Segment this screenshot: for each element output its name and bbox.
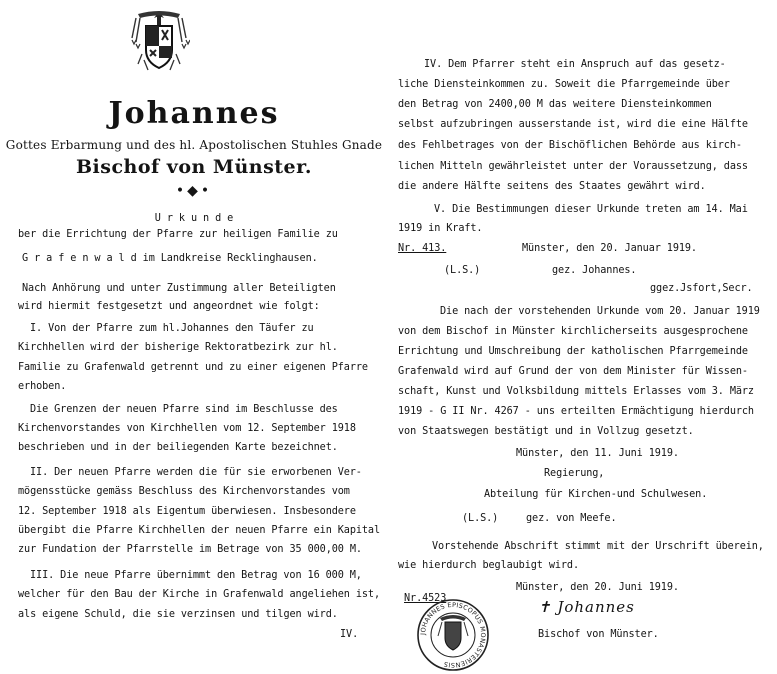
page-continuation-marker: IV. (340, 629, 359, 640)
locus-sigilli: (L.S.) (462, 513, 499, 524)
body-line: zur Fundation der Pfarrstelle im Betrage von 35 000,00 M. (18, 544, 362, 555)
body-line: übergibt die Pfarre Kirchhellen der neuen Pfarre ein Kapital (18, 525, 381, 536)
bishop-subtitle: Gottes Erbarmung und des hl. Apostolischen Stuhles Gnade (5, 138, 383, 152)
body-line: von Staatswegen bestätigt und in Vollzug gesetzt. (398, 426, 694, 437)
body-line: den Betrag von 2400,00 M das weitere Diensteinkommen (398, 99, 712, 110)
body-line: wird hiermit festgesetzt und angeordnet wie folgt: (18, 301, 320, 312)
document-number: Nr. 413. (398, 243, 447, 254)
body-line: Familie zu Grafenwald getrennt und zu einer eigenen Pfarre (18, 362, 368, 373)
coat-of-arms-icon (128, 10, 190, 72)
certification-line: wie hierdurch beglaubigt wird. (398, 560, 580, 571)
body-line: von dem Bischof in Münster kirchlicherseits ausgesprochene (398, 326, 748, 337)
secretary-signature: ggez.Jsfort,Secr. (650, 283, 753, 294)
ornament-divider: •◆• (175, 183, 213, 199)
body-line: des Fehlbetrages von der Bischöflichen Behörde aus kirch- (398, 140, 742, 151)
intro-line-1: ber die Errichtung der Pfarre zur heiligen Familie zu (18, 229, 338, 240)
right-column (388, 0, 777, 674)
date-line: Münster, den 20. Januar 1919. (522, 243, 697, 254)
body-line: selbst aufzubringen ausserstande ist, wird die eine Hälfte (398, 119, 748, 130)
body-line: die andere Hälfte seitens des Staates gewährt wird. (398, 181, 706, 192)
body-line: IV. Dem Pfarrer steht ein Anspruch auf das gesetz- (424, 59, 726, 70)
document-heading: U r k u n d e (154, 213, 234, 224)
certification-line: Vorstehende Abschrift stimmt mit der Urschrift überein, (432, 541, 764, 552)
left-column (0, 0, 388, 674)
signed-by: gez. von Meefe. (526, 513, 617, 524)
body-line: als eigene Schuld, die sie verzinsen und tilgen wird. (18, 609, 338, 620)
body-line: schaft, Kunst und Volksbildung mittels Erlasses vom 3. März (398, 386, 754, 397)
body-line: beschrieben und in der beiliegenden Karte bezeichnet. (18, 442, 338, 453)
document-number: Nr.4523 (404, 593, 447, 604)
body-line: welcher für den Bau der Kirche in Grafenwald angeliehen ist, (18, 589, 381, 600)
bishop-title: Bischof von Münster. (75, 156, 313, 178)
bishop-name-heading: Johannes (108, 96, 280, 131)
body-line: liche Diensteinkommen zu. Soweit die Pfarrgemeinde über (398, 79, 730, 90)
body-line: mögensstücke gemäss Beschluss des Kirchenvorstandes vom (18, 486, 350, 497)
authority-name: Regierung, (544, 468, 605, 479)
body-line: Kirchhellen wird der bisherige Rektoratbezirk zur hl. (18, 342, 338, 353)
body-line: V. Die Bestimmungen dieser Urkunde treten am 14. Mai (434, 204, 748, 215)
body-line: 1919 - G II Nr. 4267 - uns erteilten Ermächtigung hierdurch (398, 406, 754, 417)
seal-text: JOHANNES EPISCOPUS MONASTERIENSIS (418, 600, 488, 670)
body-line: Kirchenvorstandes von Kirchhellen vom 12. September 1918 (18, 423, 356, 434)
handwritten-signature: ✝ Johannes (538, 598, 635, 616)
signed-by: gez. Johannes. (552, 265, 637, 276)
date-line: Münster, den 20. Juni 1919. (516, 582, 679, 593)
body-line: 1919 in Kraft. (398, 223, 483, 234)
bishop-signature-line: Bischof von Münster. (538, 629, 659, 640)
body-line: Die Grenzen der neuen Pfarre sind im Beschlusse des (30, 404, 338, 415)
body-line: Grafenwald wird auf Grund der von dem Minister für Wissen- (398, 366, 748, 377)
body-line: I. Von der Pfarre zum hl.Johannes den Täufer zu (30, 323, 314, 334)
episcopal-seal-icon (416, 598, 490, 672)
locus-sigilli: (L.S.) (444, 265, 481, 276)
body-line: Errichtung und Umschreibung der katholischen Pfarrgemeinde (398, 346, 748, 357)
department-name: Abteilung für Kirchen-und Schulwesen. (484, 489, 708, 500)
body-line: II. Der neuen Pfarre werden die für sie erworbenen Ver- (30, 467, 362, 478)
body-line: Nach Anhörung und unter Zustimmung aller Beteiligten (22, 283, 336, 294)
body-line: Die nach der vorstehenden Urkunde vom 20. Januar 1919 (440, 306, 760, 317)
body-line: erhoben. (18, 381, 67, 392)
body-line: III. Die neue Pfarre übernimmt den Betrag von 16 000 M, (30, 570, 362, 581)
body-line: lichen Mitteln gewährleistet unter der Voraussetzung, dass (398, 161, 748, 172)
date-line: Münster, den 11. Juni 1919. (516, 448, 679, 459)
body-line: 12. September 1918 als Eigentum überwiesen. Insbesondere (18, 506, 356, 517)
intro-line-2: G r a f e n w a l d im Landkreise Recklinghausen. (22, 253, 318, 264)
